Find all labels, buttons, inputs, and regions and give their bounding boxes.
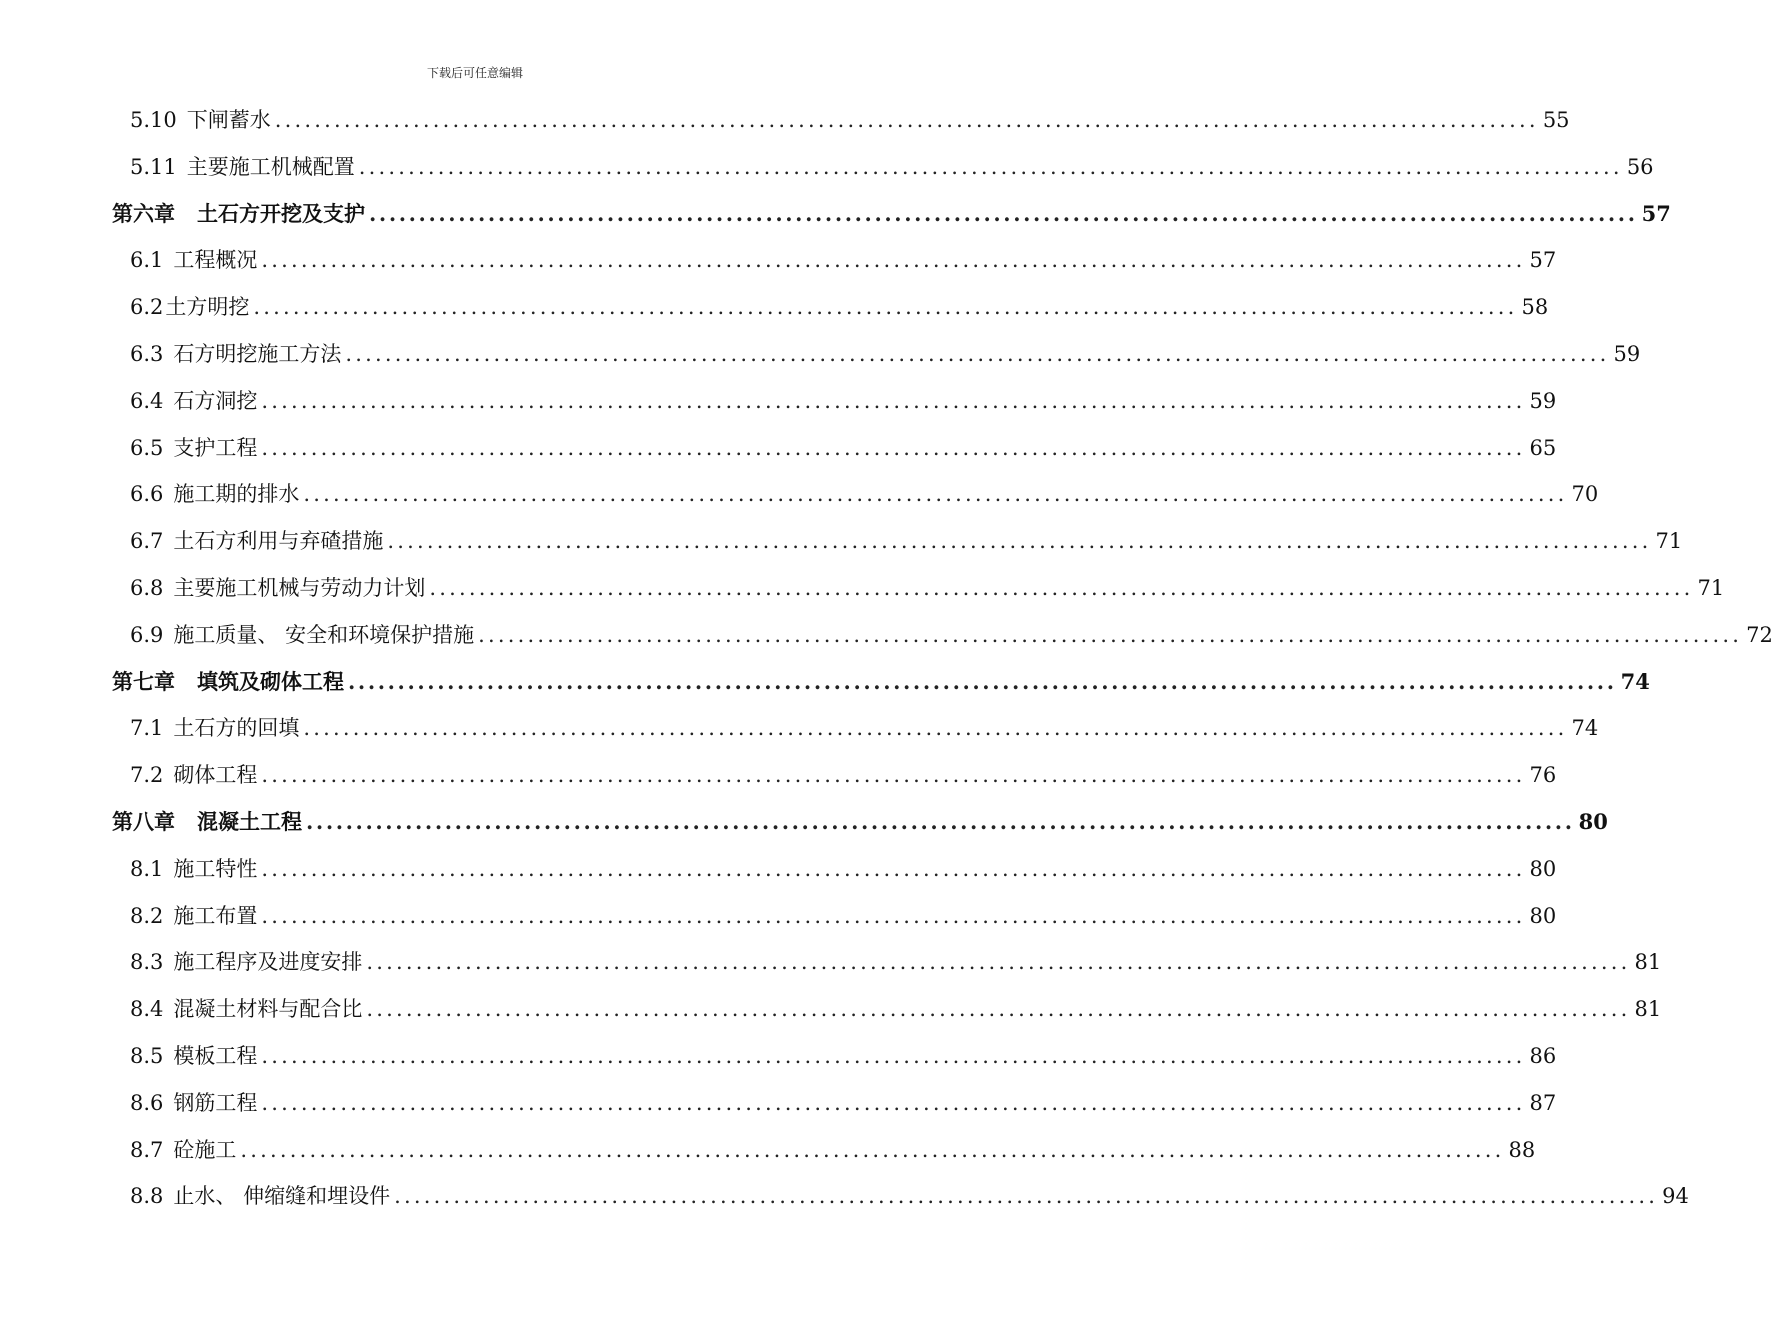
toc-leader-dots: ................................................................................................................................ bbox=[358, 154, 1623, 179]
toc-entry-page-number: 88 bbox=[1508, 1137, 1536, 1162]
toc-leader-dots: ................................................................................................................................ bbox=[261, 248, 1526, 273]
toc-entry-title: 工程概况 bbox=[173, 248, 258, 273]
toc-section-entry[interactable] bbox=[130, 151, 1654, 181]
toc-entry-number: 8.1 bbox=[130, 856, 164, 881]
toc-entry-number: 第六章 bbox=[112, 200, 175, 226]
toc-leader-dots: ................................................................................................................................ bbox=[345, 342, 1610, 366]
toc-entry-page-number: 86 bbox=[1529, 1044, 1557, 1068]
toc-entry-title: 石方洞挖 bbox=[173, 388, 258, 413]
toc-entry-title: 填筑及砌体工程 bbox=[197, 668, 344, 694]
toc-section-entry[interactable] bbox=[130, 432, 1557, 462]
toc-entry-number: 7.1 bbox=[130, 716, 164, 741]
toc-leader-dots: ................................................................................................................................ bbox=[303, 716, 1568, 741]
toc-entry-number: 8.6 bbox=[130, 1090, 164, 1115]
toc-entry-number: 8.5 bbox=[130, 1044, 164, 1068]
toc-entry-number: 6.9 bbox=[130, 622, 164, 647]
toc-entry-page-number: 57 bbox=[1641, 200, 1671, 226]
toc-leader-dots: ................................................................................................................................ bbox=[261, 435, 1526, 460]
toc-leader-dots: ................................................................................................................................ bbox=[261, 1090, 1526, 1115]
toc-entry-page-number: 57 bbox=[1529, 248, 1557, 273]
toc-entry-number: 5.11 bbox=[130, 154, 177, 179]
toc-entry-title: 施工质量、 安全和环境保护措施 bbox=[173, 622, 475, 647]
toc-entry-page-number: 55 bbox=[1542, 108, 1570, 132]
toc-section-entry[interactable] bbox=[130, 619, 1773, 649]
toc-entry-page-number: 80 bbox=[1529, 903, 1557, 928]
toc-leader-dots: ................................................................................................................................ bbox=[261, 1044, 1526, 1068]
toc-entry-page-number: 87 bbox=[1529, 1090, 1557, 1115]
toc-entry-page-number: 70 bbox=[1571, 482, 1599, 507]
toc-chapter-entry[interactable] bbox=[112, 666, 1650, 696]
toc-entry-title: 混凝土材料与配合比 bbox=[173, 997, 363, 1022]
toc-section-entry[interactable] bbox=[130, 478, 1599, 508]
toc-section-entry[interactable] bbox=[130, 900, 1557, 930]
toc-entry-title: 钢筋工程 bbox=[173, 1090, 258, 1115]
toc-entry-number: 6.6 bbox=[130, 482, 164, 507]
toc-section-entry[interactable] bbox=[130, 1040, 1557, 1070]
toc-entry-title: 主要施工机械配置 bbox=[186, 154, 355, 179]
toc-entry-title: 土方明挖 bbox=[165, 295, 250, 320]
toc-entry-number: 8.3 bbox=[130, 950, 164, 975]
toc-section-entry[interactable] bbox=[130, 759, 1557, 789]
toc-section-entry[interactable] bbox=[130, 993, 1662, 1023]
toc-section-entry[interactable] bbox=[130, 1180, 1689, 1210]
toc-entry-title: 止水、 伸缩缝和埋设件 bbox=[173, 1184, 391, 1209]
toc-section-entry[interactable] bbox=[130, 1087, 1557, 1117]
toc-entry-number: 6.7 bbox=[130, 529, 164, 554]
toc-entry-title: 施工特性 bbox=[173, 856, 258, 881]
toc-leader-dots: ................................................................................................................................ bbox=[261, 388, 1526, 413]
toc-entry-number: 6.4 bbox=[130, 388, 164, 413]
toc-section-entry[interactable] bbox=[130, 712, 1599, 742]
toc-entry-number: 6.3 bbox=[130, 342, 164, 366]
toc-section-entry[interactable] bbox=[130, 946, 1662, 976]
toc-entry-title: 施工程序及进度安排 bbox=[173, 950, 363, 975]
toc-entry-page-number: 80 bbox=[1578, 809, 1608, 834]
toc-section-entry[interactable] bbox=[130, 244, 1557, 274]
toc-entry-page-number: 94 bbox=[1662, 1184, 1689, 1209]
toc-chapter-entry[interactable] bbox=[112, 198, 1671, 228]
toc-entry-page-number: 65 bbox=[1529, 435, 1557, 460]
toc-entry-title: 支护工程 bbox=[173, 435, 258, 460]
toc-entry-number: 6.1 bbox=[130, 248, 164, 273]
toc-entry-number: 8.8 bbox=[130, 1184, 164, 1209]
toc-entry-page-number: 81 bbox=[1634, 950, 1662, 975]
toc-entry-title: 主要施工机械与劳动力计划 bbox=[173, 576, 426, 600]
toc-entry-title: 砼施工 bbox=[173, 1137, 237, 1162]
toc-entry-title: 土石方开挖及支护 bbox=[197, 200, 365, 226]
header-note: 下载后可任意编辑 bbox=[426, 66, 523, 80]
toc-entry-number: 第七章 bbox=[112, 668, 175, 694]
toc-leader-dots: ................................................................................................................................ bbox=[429, 576, 1694, 600]
toc-leader-dots: ................................................................................................................................ bbox=[274, 108, 1539, 132]
toc-entry-number: 8.4 bbox=[130, 997, 164, 1022]
toc-leader-dots: ................................................................................................................................ bbox=[394, 1184, 1659, 1209]
toc-entry-page-number: 76 bbox=[1529, 763, 1557, 788]
toc-leader-dots: ................................................................................................................................ bbox=[366, 997, 1631, 1022]
toc-section-entry[interactable] bbox=[130, 385, 1557, 415]
toc-leader-dots: ................................................................................................................................ bbox=[387, 529, 1652, 554]
toc-entry-number: 第八章 bbox=[112, 809, 175, 834]
toc-leader-dots: ................................................................................................................................ bbox=[306, 809, 1575, 834]
toc-entry-number: 6.8 bbox=[130, 576, 164, 600]
toc-entry-page-number: 56 bbox=[1626, 154, 1654, 179]
toc-entry-title: 土石方的回填 bbox=[173, 716, 300, 741]
toc-entry-title: 模板工程 bbox=[173, 1044, 258, 1068]
toc-section-entry[interactable] bbox=[130, 338, 1641, 368]
toc-section-entry[interactable] bbox=[130, 572, 1725, 602]
toc-entry-number: 6.5 bbox=[130, 435, 164, 460]
toc-leader-dots: ................................................................................................................................ bbox=[253, 295, 1518, 320]
toc-section-entry[interactable] bbox=[130, 291, 1549, 321]
toc-entry-title: 土石方利用与弃碴措施 bbox=[173, 529, 384, 554]
toc-entry-page-number: 59 bbox=[1529, 388, 1557, 413]
toc-entry-page-number: 74 bbox=[1620, 668, 1650, 694]
toc-entry-title: 砌体工程 bbox=[173, 763, 258, 788]
toc-leader-dots: ................................................................................................................................ bbox=[261, 763, 1526, 788]
toc-entry-title: 混凝土工程 bbox=[197, 809, 302, 834]
toc-chapter-entry[interactable] bbox=[112, 806, 1608, 836]
toc-entry-number: 8.2 bbox=[130, 903, 164, 928]
toc-leader-dots: ................................................................................................................................ bbox=[303, 482, 1568, 507]
toc-leader-dots: ................................................................................................................................ bbox=[240, 1137, 1505, 1162]
toc-entry-number: 7.2 bbox=[130, 763, 164, 788]
toc-entry-page-number: 81 bbox=[1634, 997, 1662, 1022]
toc-entry-page-number: 71 bbox=[1655, 529, 1683, 554]
toc-section-entry[interactable] bbox=[130, 853, 1557, 883]
toc-leader-dots: ................................................................................................................................ bbox=[369, 200, 1638, 226]
toc-entry-page-number: 74 bbox=[1571, 716, 1599, 741]
toc-entry-page-number: 72 bbox=[1746, 622, 1773, 647]
toc-leader-dots: ................................................................................................................................ bbox=[348, 668, 1617, 694]
toc-section-entry[interactable] bbox=[130, 104, 1570, 134]
toc-leader-dots: ................................................................................................................................ bbox=[366, 950, 1631, 975]
toc-entry-title: 石方明挖施工方法 bbox=[173, 342, 342, 366]
toc-leader-dots: ................................................................................................................................ bbox=[478, 622, 1743, 647]
toc-entry-number: 8.7 bbox=[130, 1137, 164, 1162]
toc-entry-page-number: 58 bbox=[1521, 295, 1549, 320]
toc-entry-title: 施工期的排水 bbox=[173, 482, 300, 507]
toc-entry-page-number: 71 bbox=[1697, 576, 1725, 600]
toc-leader-dots: ................................................................................................................................ bbox=[261, 856, 1526, 881]
toc-entry-number: 6.2 bbox=[130, 295, 164, 320]
toc-entry-page-number: 59 bbox=[1613, 342, 1641, 366]
toc-section-entry[interactable] bbox=[130, 525, 1683, 555]
toc-section-entry[interactable] bbox=[130, 1134, 1536, 1164]
toc-entry-title: 下闸蓄水 bbox=[186, 108, 271, 132]
toc-entry-page-number: 80 bbox=[1529, 856, 1557, 881]
toc-entry-title: 施工布置 bbox=[173, 903, 258, 928]
toc-entry-number: 5.10 bbox=[130, 108, 177, 132]
toc-leader-dots: ................................................................................................................................ bbox=[261, 903, 1526, 928]
